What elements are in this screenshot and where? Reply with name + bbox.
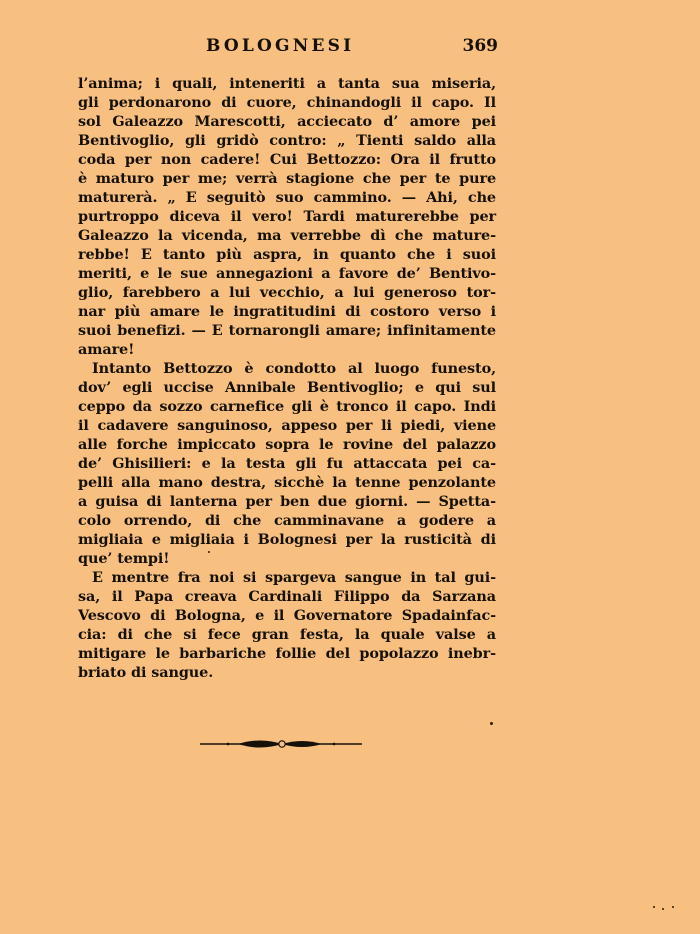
page-number: 369 [462,36,498,56]
tailpiece-ornament [198,736,364,752]
text-line: mitigare le barbariche follie del popolazzo inebr- [78,645,496,662]
text-line: coda per non cadere! Cui Bettozzo: Ora il frutto [78,151,496,168]
text-line: de’ Ghisilieri: e la testa gli fu attaccata pei ca- [78,455,496,472]
paragraph-start-line: Intanto Bettozzo è condotto al luogo funesto, [92,360,496,377]
running-head [78,36,498,60]
text-line: meriti, e le sue annegazioni a favore de’ Bentivo- [78,265,496,282]
text-line: alle forche impiccato sopra le rovine del palazzo [78,436,496,453]
text-line: maturerà. „ E seguitò suo cammino. — Ahi, che [78,189,496,206]
text-line: l’anima; i quali, inteneriti a tanta sua miseria, [78,75,496,92]
text-line: rebbe! E tanto più aspra, in quanto che i suoi [78,246,496,263]
running-title: BOLOGNESI [206,36,355,56]
text-line: suoi benefizi. — E tornarongli amare; infinitamente [78,322,496,339]
text-line: sa, il Papa creava Cardinali Filippo da Sarzana [78,588,496,605]
text-line: pelli alla mano destra, sicchè la tenne penzolante [78,474,496,491]
text-line: glio, farebbero a lui vecchio, a lui generoso tor- [78,284,496,301]
text-line: il cadavere sanguinoso, appeso per li piedi, viene [78,417,496,434]
paper-speck [653,906,655,908]
text-line: cia: di che si fece gran festa, la quale valse a [78,626,496,643]
text-line: Vescovo di Bologna, e il Governatore Spadainfac- [78,607,496,624]
body-text [78,74,496,682]
text-line: Bentivoglio, gli gridò contro: „ Tienti saldo alla [78,132,496,149]
paper-speck [208,551,210,553]
text-line: gli perdonarono di cuore, chinandogli il capo. Il [78,94,496,111]
text-line: purtroppo diceva il vero! Tardi maturerebbe per [78,208,496,225]
paper-speck [672,906,674,908]
paragraph-end-line: briato di sangue. [78,664,214,681]
text-line: a guisa di lanterna per ben due giorni. — Spetta- [78,493,496,510]
text-line: nar più amare le ingratitudini di costoro verso i [78,303,496,320]
text-line: sol Galeazzo Marescotti, acciecato d’ amore pei [78,113,496,130]
text-line: è maturo per me; verrà stagione che per te pure [78,170,496,187]
paragraph-end-line: amare! [78,341,135,358]
paper-speck [662,908,664,910]
text-line: Galeazzo la vicenda, ma verrebbe dì che mature- [78,227,496,244]
text-line: ceppo da sozzo carnefice gli è tronco il capo. Indi [78,398,496,415]
paragraph-start-line: E mentre fra noi si spargeva sangue in tal gui- [92,569,496,586]
paper-speck [490,722,493,725]
text-line: migliaia e migliaia i Bolognesi per la rusticità di [78,531,496,548]
text-line: dov’ egli uccise Annibale Bentivoglio; e qui sul [78,379,496,396]
text-line: colo orrendo, di che camminavane a godere a [78,512,496,529]
paragraph-end-line: que’ tempi! [78,550,170,567]
